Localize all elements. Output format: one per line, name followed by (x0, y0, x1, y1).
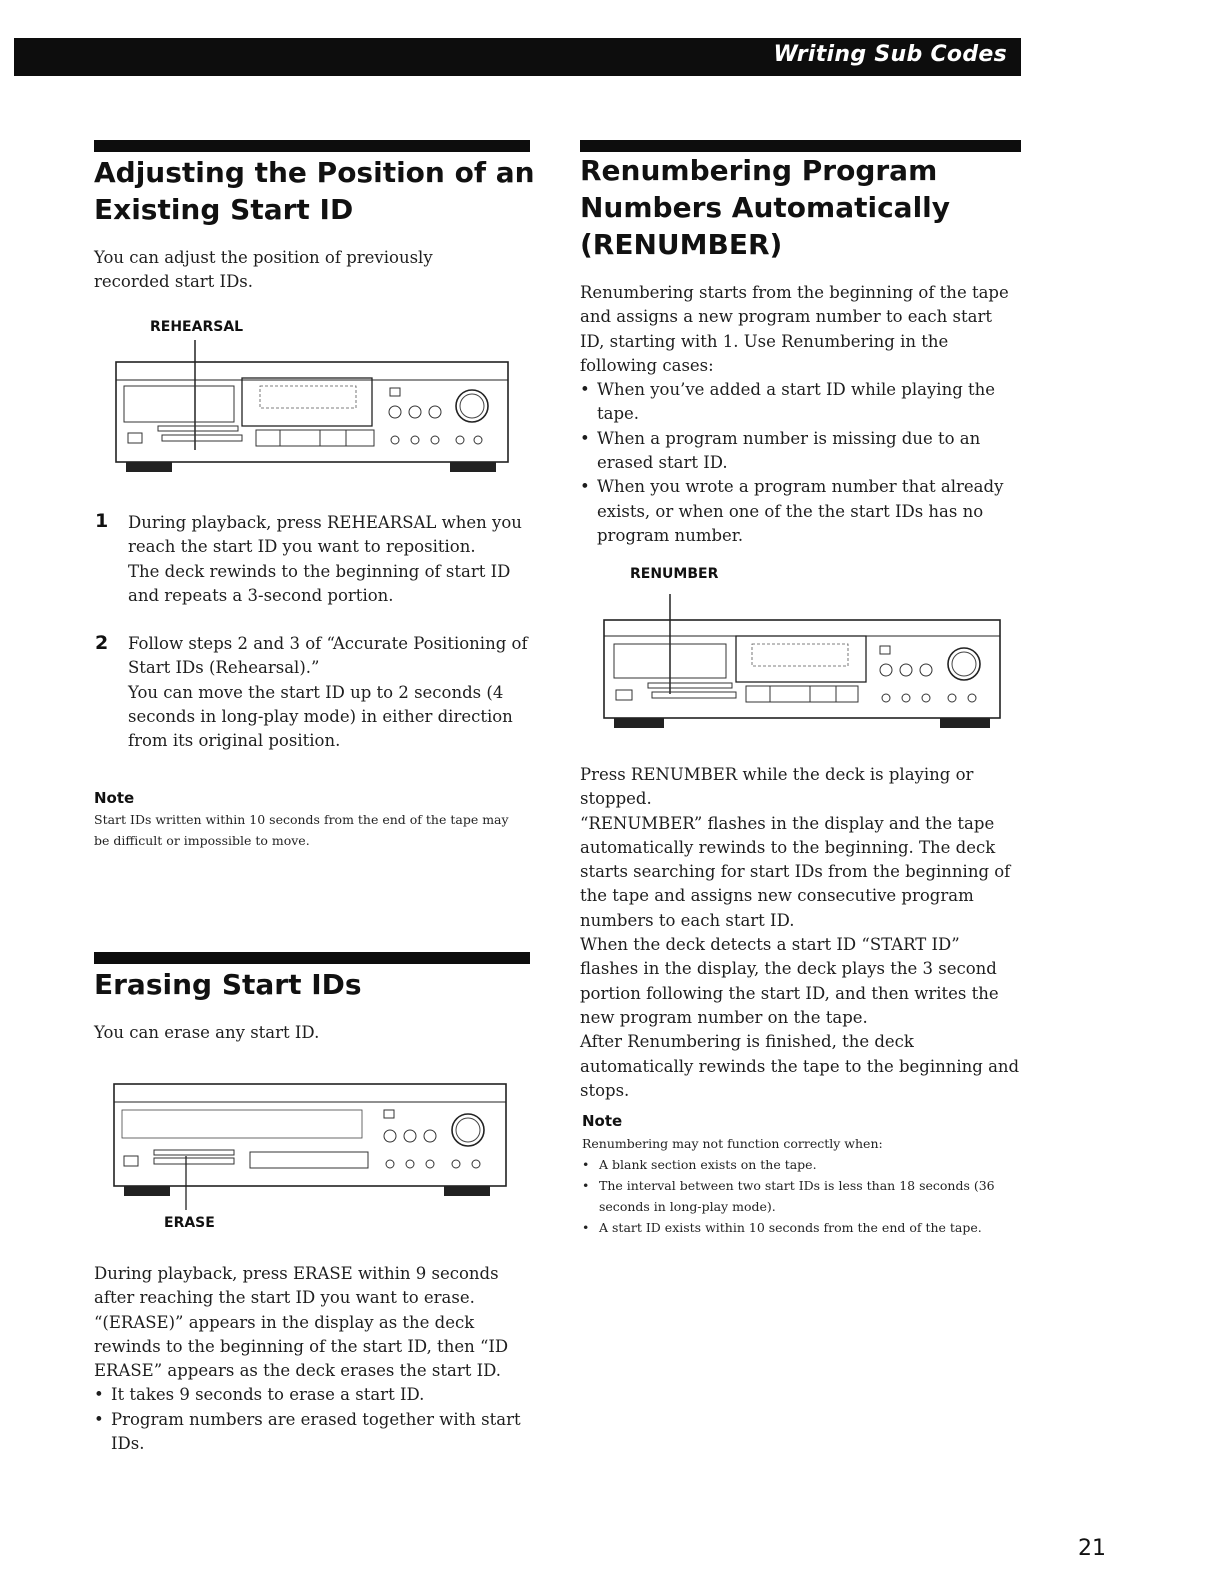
step-2-text (128, 632, 528, 753)
adjust-heading (94, 154, 544, 228)
section-rule-erase (94, 952, 530, 964)
renumber-note-item-2: • The interval between two start IDs is less than 18 seconds (36 seconds in long-play mode). (582, 1175, 1012, 1217)
renumber-heading-line1: Renumbering Program (580, 154, 938, 187)
renumber-heading-line2: Numbers Automatically (580, 191, 951, 224)
renumber-body-1: Press RENUMBER while the deck is playing or stopped. (580, 765, 974, 809)
adjust-heading-line2: Existing Start ID (94, 193, 354, 226)
step-2-number: 2 (95, 632, 109, 654)
renumber-note (582, 1133, 1012, 1238)
renumber-note-title: Note (582, 1112, 623, 1130)
erase-body-text: During playback, press ERASE within 9 seconds after reaching the start ID you want to erase. “(ERASE)” appears in the display as the deck rewinds to the beginning of the start ID, then “ID ERASE” appears as the deck erases the start ID. (94, 1264, 509, 1381)
renumber-case-1: • When you’ve added a start ID while playing the tape. (580, 378, 1021, 427)
section-rule-renumber (580, 140, 1021, 152)
deck-illustration-renumber (598, 594, 1003, 736)
step-2-line-1: Follow steps 2 and 3 of “Accurate Positioning of Start IDs (Rehearsal).” (128, 634, 528, 678)
renumber-heading-line3: (RENUMBER) (580, 228, 783, 261)
section-header-bar (14, 38, 1021, 76)
renumber-intro: Renumbering starts from the beginning of the tape and assigns a new program number to each start ID, starting with 1. Use Renumbering in the following cases: (580, 283, 1009, 375)
renumber-intro-block (580, 281, 1021, 548)
erase-bullets (94, 1383, 524, 1456)
step-1-text (128, 511, 528, 608)
renumber-case-3: • When you wrote a program number that already exists, or when one of the the start IDs has no program number. (580, 475, 1021, 548)
adjust-note-text: Start IDs written within 10 seconds from the end of the tape may be difficult or impossible to move. (94, 812, 509, 848)
renumber-heading (580, 152, 1021, 263)
erase-body (94, 1262, 524, 1456)
rehearsal-label: REHEARSAL (150, 319, 244, 335)
adjust-note-title: Note (94, 789, 135, 807)
adjust-intro: You can adjust the position of previously recorded start IDs. (94, 248, 433, 292)
renumber-note-item-3: • A start ID exists within 10 seconds from the end of the tape. (582, 1217, 1012, 1238)
section-rule-adjust (94, 140, 530, 152)
step-2-line-2: You can move the start ID up to 2 seconds (4 seconds in long-play mode) in either direction from its original position. (128, 682, 513, 751)
step-1-number: 1 (95, 510, 109, 532)
page-number: 21 (1078, 1536, 1106, 1561)
renumber-body-3: When the deck detects a start ID “START ID” flashes in the display, the deck plays the 3 second portion following the start ID, and then writes the new program number on the tape. (580, 935, 999, 1027)
deck-illustration-erase (110, 1080, 510, 1214)
renumber-note-item-1: • A blank section exists on the tape. (582, 1154, 1012, 1175)
deck-illustration-rehearsal (110, 340, 510, 476)
renumber-note-items (582, 1154, 1012, 1238)
section-header-title: Writing Sub Codes (773, 42, 1007, 67)
erase-label: ERASE (164, 1215, 215, 1231)
step-1-line-2: The deck rewinds to the beginning of start ID and repeats a 3-second portion. (128, 561, 511, 605)
renumber-label: RENUMBER (630, 566, 719, 582)
erase-intro: You can erase any start ID. (94, 1023, 320, 1042)
erase-bullet-1: • It takes 9 seconds to erase a start ID. (94, 1383, 524, 1407)
renumber-note-intro: Renumbering may not function correctly when: (582, 1136, 883, 1151)
renumber-body-2: “RENUMBER” flashes in the display and the tape automatically rewinds to the beginning. The deck starts searching for start IDs from the beginning of the tape and assigns new consecutive program numbers to each start ID. (580, 813, 1011, 930)
step-1-line-1: During playback, press REHEARSAL when you reach the start ID you want to reposition. (128, 513, 522, 557)
renumber-body (580, 763, 1021, 1103)
renumber-cases (580, 378, 1021, 548)
adjust-heading-line1: Adjusting the Position of an (94, 156, 535, 189)
renumber-body-4: After Renumbering is finished, the deck automatically rewinds the tape to the beginning and stops. (580, 1032, 1020, 1100)
erase-bullet-2: • Program numbers are erased together with start IDs. (94, 1408, 524, 1457)
renumber-case-2: • When a program number is missing due to an erased start ID. (580, 427, 1021, 476)
erase-heading: Erasing Start IDs (94, 968, 362, 1001)
